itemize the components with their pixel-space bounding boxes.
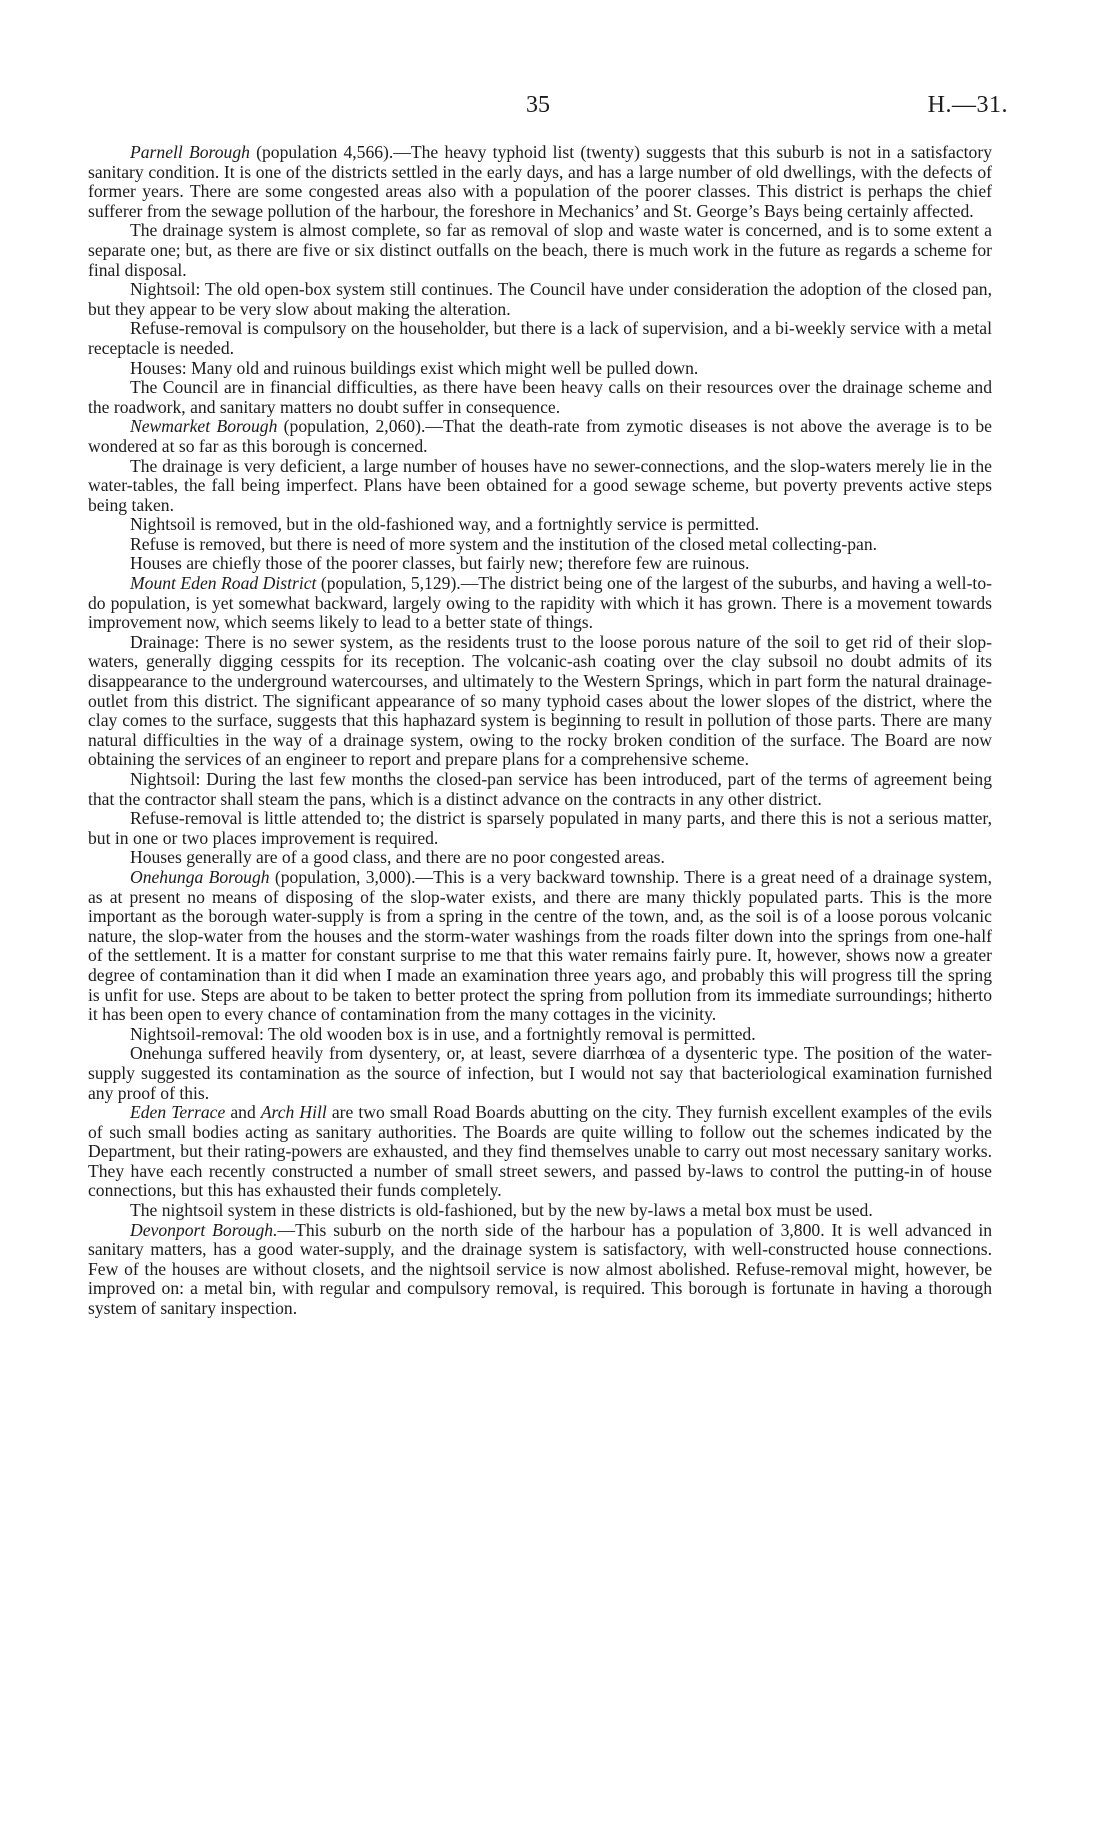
paragraph xyxy=(88,770,992,809)
paragraph-text: Nightsoil is removed, but in the old-fashioned way, and a fortnightly service is permitted. xyxy=(130,514,760,535)
paragraph xyxy=(88,417,992,456)
paper-reference: H.—31. xyxy=(927,92,1008,118)
place-name: Eden Terrace xyxy=(130,1102,226,1123)
paragraph-text: Houses are chiefly those of the poorer classes, but fairly new; therefore few are ruinous. xyxy=(130,553,750,574)
paragraph xyxy=(88,868,992,1025)
paragraph-text: The drainage system is almost complete, so far as removal of slop and waste water is concerned, and is to some extent a separate one; but, as there are five or six distinct outfalls on the beach, there is much work in the future as regards a scheme for final disposal. xyxy=(88,220,992,280)
paragraph-text: Nightsoil: The old open-box system still continues. The Council have under consideration the adoption of the closed pan, but they appear to be very slow about making the alteration. xyxy=(88,279,992,319)
district-name: Newmarket Borough xyxy=(130,416,278,437)
paragraph xyxy=(88,221,992,280)
paragraph-text: (population, 3,000).—This is a very backward township. There is a great need of a drainage system, as at present no means of disposing of the slop-water exists, and there are many thickly populated parts. This is the more important as the borough water-supply is from a spring in the centre of the town, and, as the soil is of a loose porous volcanic nature, the slop-water from the houses and the storm-water washings from the roads filter down into the springs from one-half of the settlement. It is a matter for constant surprise to me that this water remains fairly pure. It, however, shows now a greater degree of contamination than it did when I made an examination three years ago, and probably this will progress till the spring is unfit for use. Steps are about to be taken to better protect the spring from pollution from its immediate surroundings; hitherto it has been open to every chance of contamination from the many cottages in the vicinity. xyxy=(88,866,992,1025)
paragraph-text: Refuse-removal is little attended to; the district is sparsely populated in many parts, and there this is not a serious matter, but in one or two places improvement is required. xyxy=(88,808,992,848)
paragraph-text: Houses generally are of a good class, and there are no poor congested areas. xyxy=(130,847,665,868)
paragraph xyxy=(88,809,992,848)
body-text xyxy=(88,143,992,1319)
paragraph-text: (population, 2,060).—That the death-rate from zymotic diseases is not above the average is to be wondered at so far as this borough is concerned. xyxy=(88,416,992,456)
paragraph xyxy=(88,457,992,516)
paragraph xyxy=(88,554,992,574)
paragraph-text: —This suburb on the north side of the harbour has a population of 3,800. It is well advanced in sanitary matters, has a good water-supply, and the drainage system is satisfactory, with well-constructed house connections. Few of the houses are without closets, and the nightsoil service is now almost abolished. Refuse-removal might, however, be improved on: a metal bin, with regular and compulsory removal, is required. This borough is fortunate in having a thorough system of sanitary inspection. xyxy=(88,1219,993,1319)
place-name: Arch Hill xyxy=(260,1102,327,1123)
paragraph xyxy=(88,280,992,319)
paragraph-text: The Council are in financial difficulties, as there have been heavy calls on their resources over the drainage scheme and the roadwork, and sanitary matters no doubt suffer in consequence. xyxy=(88,377,992,417)
paragraph xyxy=(88,633,992,770)
paragraph xyxy=(88,1044,992,1103)
paragraph-text: Nightsoil-removal: The old wooden box is in use, and a fortnightly removal is permitted. xyxy=(130,1023,756,1044)
paragraph-text: (population 4,566).—The heavy typhoid list (twenty) suggests that this suburb is not in a satisfactory sanitary condition. It is one of the districts settled in the early days, and has a large number of old dwellings, with the defects of former years. There are some congested areas also with a population of the poorer classes. This district is perhaps the chief sufferer from the sewage pollution of the harbour, the foreshore in Mechanics’ and St. George’s Bays being certainly affected. xyxy=(88,142,992,221)
paragraph xyxy=(88,319,992,358)
district-name: Mount Eden Road District xyxy=(130,573,317,594)
paragraph-text: The drainage is very deficient, a large number of houses have no sewer-connections, and the slop-waters merely lie in the water-tables, the fall being imperfect. Plans have been obtained for a good sewage scheme, but poverty prevents active steps being taken. xyxy=(88,455,992,515)
paragraph-text: Houses: Many old and ruinous buildings exist which might well be pulled down. xyxy=(130,357,699,378)
paragraph-text: Refuse is removed, but there is need of more system and the institution of the closed metal collecting-pan. xyxy=(130,533,878,554)
paragraph xyxy=(88,515,992,535)
paragraph-text: are two small Road Boards abutting on the city. They furnish excellent examples of the evils of such small bodies acting as sanitary authorities. The Boards are quite willing to follow out the schemes indicated by the Department, but their rating-powers are exhausted, and they find themselves unable to carry out most necessary sanitary works. They have each recently constructed a number of small street sewers, and passed by-laws to control the putting-in of house connections, but this has exhausted their funds completely. xyxy=(88,1102,992,1201)
paragraph-text: Nightsoil: During the last few months the closed-pan service has been introduced, part of the terms of agreement being that the contractor shall steam the pans, which is a distinct advance on the contracts in any other district. xyxy=(88,769,992,809)
paragraph xyxy=(88,143,992,221)
paragraph-text: (population, 5,129).—The district being one of the largest of the suburbs, and having a well-to-do population, is yet somewhat backward, largely owing to the rapidity with which it has grown. There is a movement towards improvement now, which seems likely to lead to a better state of things. xyxy=(88,573,992,633)
paragraph xyxy=(88,574,992,633)
paragraph xyxy=(88,535,992,555)
paragraph xyxy=(88,1103,992,1201)
paragraph xyxy=(88,359,992,379)
paragraph-text: The nightsoil system in these districts is old-fashioned, but by the new by-laws a metal box must be used. xyxy=(130,1200,873,1221)
page-number: 35 xyxy=(526,92,550,118)
paragraph-text: Drainage: There is no sewer system, as the residents trust to the loose porous nature of the soil to get rid of their slop-waters, generally digging cesspits for its reception. The volcanic-ash coating over the clay subsoil no doubt admits of its disappearance to the underground watercourses, and ultimately to the Western Springs, which in part form the natural drainage-outlet from this district. The significant appearance of so many typhoid cases about the lower slopes of the district, where the clay comes to the surface, suggests that this haphazard system is beginning to result in pollution of those parts. There are many natural difficulties in the way of a drainage system, owing to the rocky broken condition of the surface. The Board are now obtaining the services of an engineer to report and prepare plans for a comprehensive scheme. xyxy=(88,631,992,770)
district-name: Parnell Borough xyxy=(130,142,250,162)
paragraph xyxy=(88,378,992,417)
paragraph-text: and xyxy=(225,1102,261,1123)
page-header xyxy=(0,92,1114,122)
paragraph xyxy=(88,848,992,868)
paragraph-text: Onehunga suffered heavily from dysentery, or, at least, severe diarrhœa of a dysenteric type. The position of the water-supply suggested its contamination as the source of infection, but I would not say that bacteriological examination furnished any proof of this. xyxy=(88,1043,992,1103)
paragraph-text: Refuse-removal is compulsory on the householder, but there is a lack of supervision, and a bi-weekly service with a metal receptacle is needed. xyxy=(88,318,992,358)
paragraph xyxy=(88,1025,992,1045)
district-name: Onehunga Borough xyxy=(130,866,270,887)
district-name: Devonport Borough. xyxy=(130,1219,278,1240)
paragraph xyxy=(88,1221,992,1319)
paragraph xyxy=(88,1201,992,1221)
